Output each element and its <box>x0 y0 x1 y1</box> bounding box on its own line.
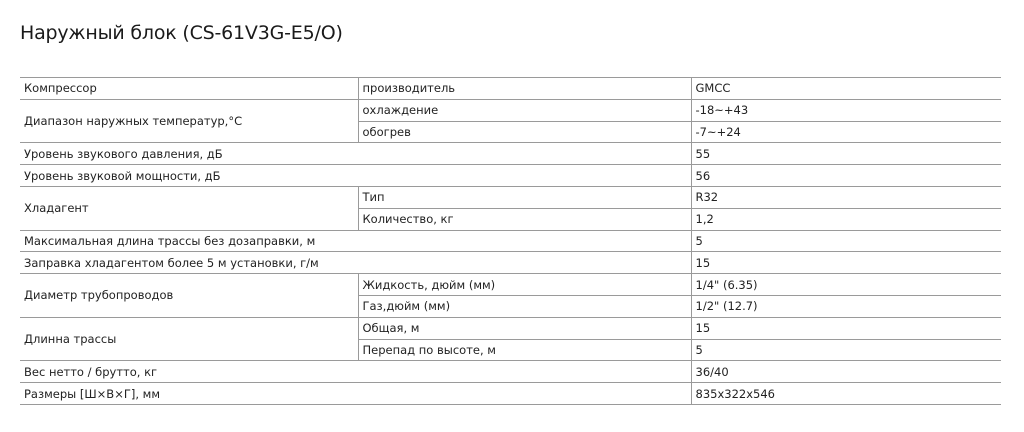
line-height-value: 5 <box>691 339 1001 361</box>
temp-range-label: Диапазон наружных температур,°С <box>20 99 358 143</box>
page-title: Наружный блок (CS-61V3G-E5/O) <box>20 22 343 44</box>
line-length-label: Длинна трассы <box>20 317 358 361</box>
sound-power-value: 56 <box>691 165 1001 187</box>
compressor-sub-label: производитель <box>358 78 691 100</box>
refrigerant-label: Хладагент <box>20 186 358 230</box>
pipe-liquid-label: Жидкость, дюйм (мм) <box>358 274 691 296</box>
temp-cooling-value: -18~+43 <box>691 99 1001 121</box>
max-length-value: 5 <box>691 230 1001 252</box>
table-row-max-length <box>20 230 1001 252</box>
sound-pressure-label: Уровень звукового давления, дБ <box>20 143 691 165</box>
table-row-line-total <box>20 317 1001 339</box>
table-row-sound-pressure <box>20 143 1001 165</box>
table-row-compressor <box>20 78 1001 100</box>
temp-heating-value: -7~+24 <box>691 121 1001 143</box>
table-row-recharge <box>20 252 1001 274</box>
compressor-value: GMCC <box>691 78 1001 100</box>
line-total-label: Общая, м <box>358 317 691 339</box>
compressor-label: Компрессор <box>20 78 358 100</box>
temp-cooling-label: охлаждение <box>358 99 691 121</box>
refrigerant-type-label: Тип <box>358 186 691 208</box>
weight-value: 36/40 <box>691 361 1001 383</box>
pipe-gas-label: Газ,дюйм (мм) <box>358 295 691 317</box>
pipe-liquid-value: 1/4" (6.35) <box>691 274 1001 296</box>
line-height-label: Перепад по высоте, м <box>358 339 691 361</box>
dimensions-label: Размеры [Ш×В×Г], мм <box>20 383 691 405</box>
dimensions-value: 835x322x546 <box>691 383 1001 405</box>
table-row-dimensions <box>20 383 1001 405</box>
table-row-temp-cooling <box>20 99 1001 121</box>
refrigerant-type-value: R32 <box>691 186 1001 208</box>
pipe-diameter-label: Диаметр трубопроводов <box>20 274 358 318</box>
recharge-label: Заправка хладагентом более 5 м установки, г/м <box>20 252 691 274</box>
line-total-value: 15 <box>691 317 1001 339</box>
max-length-label: Максимальная длина трассы без дозаправки, м <box>20 230 691 252</box>
temp-heating-label: обогрев <box>358 121 691 143</box>
pipe-gas-value: 1/2" (12.7) <box>691 295 1001 317</box>
table-row-pipe-liquid <box>20 274 1001 296</box>
sound-pressure-value: 55 <box>691 143 1001 165</box>
refrigerant-amount-value: 1,2 <box>691 208 1001 230</box>
refrigerant-amount-label: Количество, кг <box>358 208 691 230</box>
table-row-sound-power <box>20 165 1001 187</box>
specs-table <box>20 77 1001 405</box>
table-row-refrigerant-type <box>20 186 1001 208</box>
weight-label: Вес нетто / брутто, кг <box>20 361 691 383</box>
table-row-weight <box>20 361 1001 383</box>
recharge-value: 15 <box>691 252 1001 274</box>
sound-power-label: Уровень звуковой мощности, дБ <box>20 165 691 187</box>
